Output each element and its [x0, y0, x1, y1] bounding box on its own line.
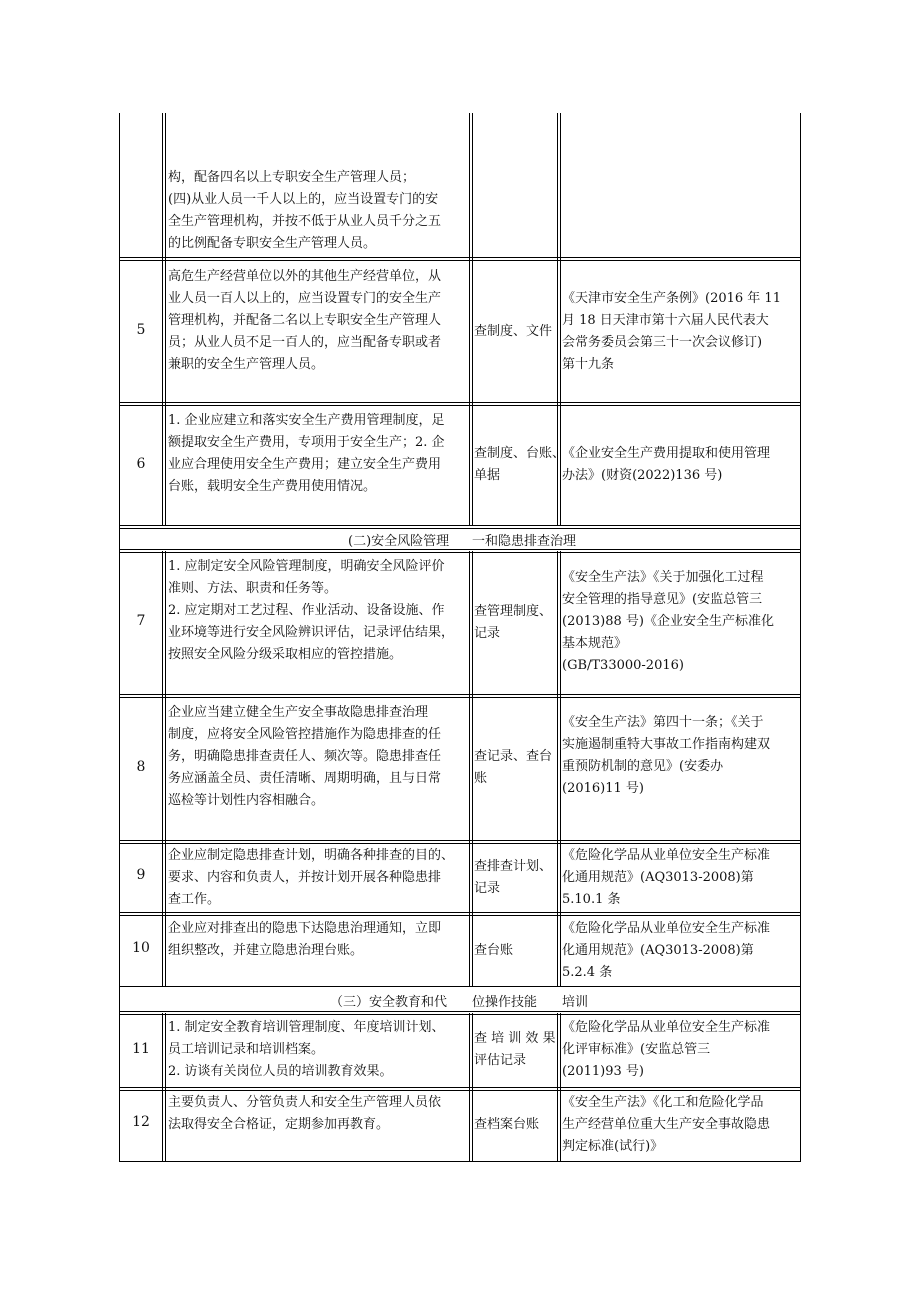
method-cell: 查档案台账: [474, 1117, 540, 1132]
method-cell: 查制度、台账、 单据: [474, 446, 566, 483]
basis-cell: 《危险化学品从业单位安全生产标准 化评审标准》(安监总管三 (2011)93 号): [562, 1020, 771, 1079]
requirement-cell: 企业应制定隐患排查计划，明确各种排查的目的、 要求、内容和负责人，并按计划开展各种隐患排 查工作。: [168, 848, 455, 907]
requirement-cell: 企业应当建立健全生产安全事故隐患排查治理 制度，应将安全风险管控措施作为隐患排查的任 务，明确隐患排查责任人、频次等。隐患排查任 务应涵盖全员、责任清晰、周期明确，且与日常 巡检等计划性内容相融合。: [168, 705, 442, 808]
section-title: （三）安全教育和代: [330, 995, 448, 1010]
section-title-continued: 一和隐患排查治理: [472, 534, 577, 549]
section-title-continued: 位操作技能: [472, 995, 538, 1010]
method-cell: 查台账: [474, 943, 514, 958]
requirement-cell: 构，配备四名以上专职安全生产管理人员； (四)从业人员一千人以上的，应当设置专门的安 全生产管理机构，并按不低于从业人员千分之五 的比例配备专职安全生产管理人员。: [168, 170, 442, 251]
requirement-cell: 1. 制定安全教育培训管理制度、年度培训计划、 员工培训记录和培训档案。 2. 访谈有关岗位人员的培训教育效果。: [168, 1020, 445, 1079]
method-cell: 查 培 训 效 果 评估记录: [474, 1031, 556, 1068]
basis-cell: 《安全生产法》《关于加强化工过程 安全管理的指导意见》(安监总管三 (2013)88 号)《企业安全生产标准化 基本规范》 (GB/T33000-2016): [562, 570, 774, 673]
row-number: 9: [136, 867, 146, 883]
row-number: 7: [136, 613, 146, 629]
basis-cell: 《危险化学品从业单位安全生产标准 化通用规范》(AQ3013-2008)第 5.2.4 条: [562, 921, 771, 980]
row-number: 10: [132, 940, 150, 956]
method-cell: 查管理制度、 记录: [474, 604, 553, 641]
row-number: 11: [132, 1041, 150, 1057]
row-number: 6: [136, 456, 146, 472]
basis-cell: 《安全生产法》第四十一条；《关于 实施遏制重特大事故工作指南构建双 重预防机制的意见》(安委办 (2016)11 号): [562, 715, 771, 796]
row-number: 5: [136, 322, 146, 338]
requirement-cell: 主要负责人、分管负责人和安全生产管理人员依 法取得安全合格证，定期参加再教育。: [168, 1095, 442, 1132]
method-cell: 查制度、文件: [474, 324, 553, 339]
basis-cell: 《安全生产法》《化工和危险化学品 生产经营单位重大生产安全事故隐患 判定标准(试行)》: [562, 1095, 771, 1154]
basis-cell: 《危险化学品从业单位安全生产标准 化通用规范》(AQ3013-2008)第 5.10.1 条: [562, 848, 771, 907]
requirement-cell: 高危生产经营单位以外的其他生产经营单位，从 业人员一百人以上的，应当设置专门的安全生产 管理机构，并配备二名以上专职安全生产管理人 员；从业人员不足一百人的，应当配备专职或者 兼职的安全生产管理人员。: [168, 269, 442, 372]
method-cell: 查排查计划、 记录: [474, 859, 553, 896]
basis-cell: 《企业安全生产费用提取和使用管理 办法》(财资(2022)136 号): [562, 446, 771, 483]
requirement-cell: 1. 应制定安全风险管理制度，明确安全风险评价 准则、方法、职责和任务等。 2. 应定期对工艺过程、作业活动、设备设施、作 业环境等进行安全风险辨识评估，记录评估结果， 按照安全风险分级采取相应的管控措施。: [168, 559, 455, 662]
method-cell: 查记录、查台 账: [474, 749, 553, 786]
row-number: 8: [136, 759, 146, 775]
requirement-cell: 企业应对排查出的隐患下达隐患治理通知，立即 组织整改，并建立隐患治理台账。: [168, 921, 442, 958]
basis-cell: 《天津市安全生产条例》(2016 年 11 月 18 日天津市第十六届人民代表大 会常务委员会第三十一次会议修订) 第十九条: [562, 291, 781, 372]
row-number: 12: [132, 1114, 150, 1130]
section-title-end: 培训: [562, 995, 589, 1010]
section-title: (二)安全风险管理: [348, 534, 450, 549]
requirement-cell: 1. 企业应建立和落实安全生产费用管理制度，足 额提取安全生产费用，专项用于安全生产；2. 企 业应合理使用安全生产费用；建立安全生产费用 台账，载明安全生产费用使用情况。: [168, 413, 445, 494]
